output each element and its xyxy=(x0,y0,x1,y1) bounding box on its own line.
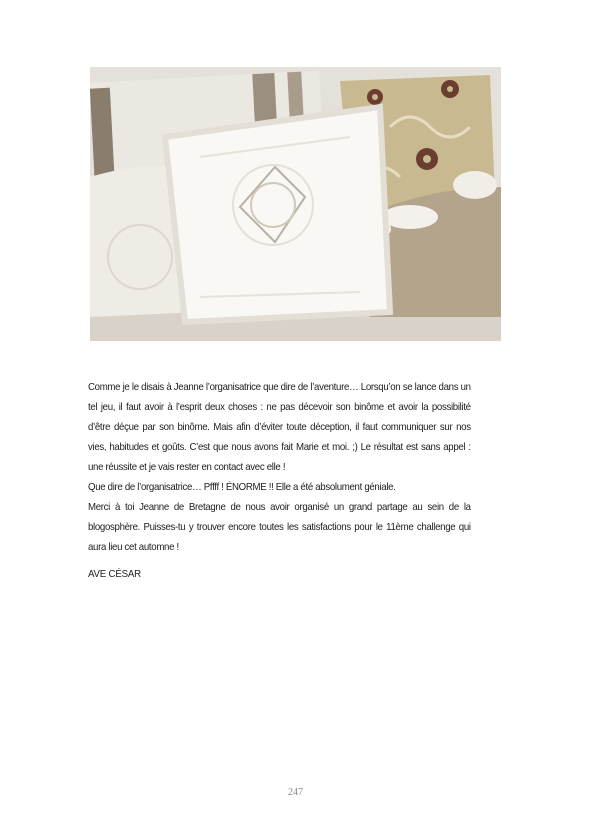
paragraph-organizer: Que dire de l’organisatrice… Pffff ! ÉNORME !! Elle a été absolument géniale. xyxy=(88,481,396,493)
body-text xyxy=(88,377,471,557)
signoff: AVE CÉSAR xyxy=(88,568,141,580)
cushions-photo xyxy=(90,67,501,341)
page-number: 247 xyxy=(288,787,303,798)
lace-pillow xyxy=(165,107,390,322)
photo-illustration xyxy=(90,67,501,341)
paragraph-thanks: Merci à toi Jeanne de Bretagne de nous avoir organisé un grand partage au sein de la blogosphère. Puisses-tu y trouver encore toutes les satisfactions pour le 11ème challenge qui aura lieu cet automne ! xyxy=(88,501,471,553)
paragraph-experience: Comme je le disais à Jeanne l’organisatrice que dire de l’aventure… Lorsqu’on se lance dans un tel jeu, il faut avoir à l’esprit deux choses : ne pas décevoir son binôme et avoir la possibilité d’être déçue par son binôme. Mais afin d’éviter toute déception, il faut communiquer sur nos vies, habitudes et goûts. C’est que nous avons fait Marie et moi. ;) Le résultat est sans appel : une réussite et je vais rester en contact avec elle ! xyxy=(88,381,471,473)
